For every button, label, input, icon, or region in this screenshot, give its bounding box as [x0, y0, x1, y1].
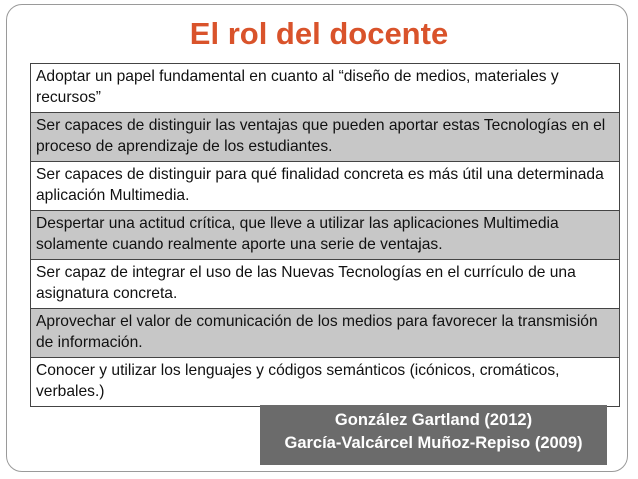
role-row-2: Ser capaces de distinguir las ventajas que pueden aportar estas Tecnologías en el proceso de aprendizaje de los estudiantes. — [31, 113, 619, 162]
role-row-6: Aprovechar el valor de comunicación de los medios para favorecer la transmisión de información. — [31, 309, 619, 358]
role-row-1: Adoptar un papel fundamental en cuanto al “diseño de medios, materiales y recursos” — [31, 64, 619, 113]
citation-box — [260, 405, 607, 465]
role-row-7: Conocer y utilizar los lenguajes y códigos semánticos (icónicos, cromáticos, verbales.) — [31, 358, 619, 407]
roles-table — [30, 63, 620, 407]
slide-title: El rol del docente — [189, 16, 449, 51]
role-row-5: Ser capaz de integrar el uso de las Nuevas Tecnologías en el currículo de una asignatura concreta. — [31, 260, 619, 309]
citation-line-1: González Gartland (2012) — [334, 411, 533, 429]
role-row-4: Despertar una actitud crítica, que lleve a utilizar las aplicaciones Multimedia solamente cuando realmente aporte una serie de ventajas. — [31, 211, 619, 260]
role-row-3: Ser capaces de distinguir para qué finalidad concreta es más útil una determinada aplicación Multimedia. — [31, 162, 619, 211]
citation-line-2: García-Valcárcel Muñoz-Repiso (2009) — [284, 434, 583, 452]
